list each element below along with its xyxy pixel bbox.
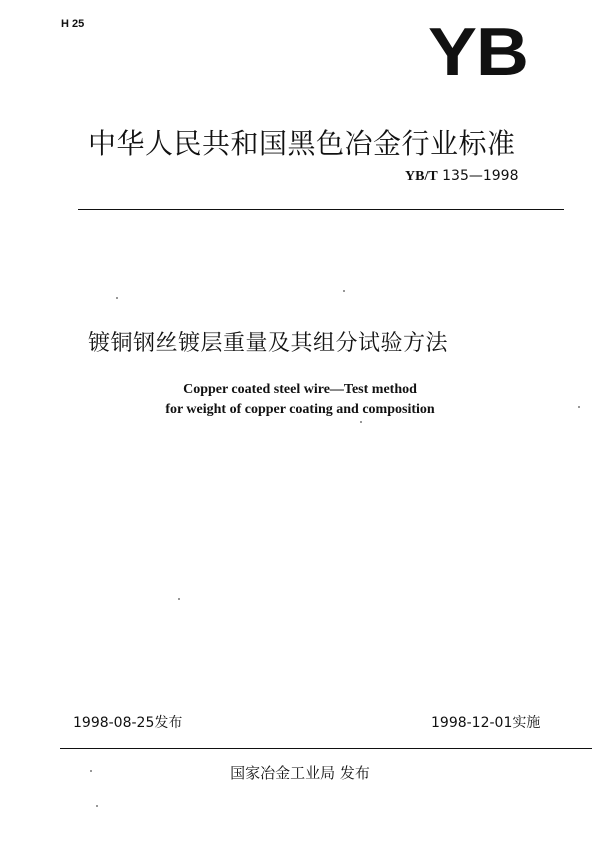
yb-standard-logo: YB <box>428 14 528 90</box>
standard-category-title: 中华人民共和国黑色冶金行业标准 <box>88 127 516 160</box>
standard-number-value: 135—1998 <box>442 168 519 184</box>
scan-speck <box>343 290 345 292</box>
document-title-english <box>0 380 600 420</box>
document-title-chinese: 镀铜钢丝镀层重量及其组分试验方法 <box>88 331 449 356</box>
header-divider <box>78 209 564 210</box>
title-english-line-2: for weight of copper coating and composition <box>165 402 435 417</box>
footer-divider <box>60 748 592 749</box>
scan-speck <box>90 770 92 772</box>
issue-date: 1998-08-25发布 <box>73 715 183 731</box>
standard-number <box>405 168 519 185</box>
scan-speck <box>116 297 118 299</box>
issuing-authority: 国家冶金工业局 发布 <box>230 764 370 782</box>
title-english-line-1: Copper coated steel wire—Test method <box>183 382 417 397</box>
implementation-date: 1998-12-01实施 <box>431 715 541 731</box>
standard-number-prefix: YB/T <box>405 169 438 184</box>
scan-speck <box>360 421 362 423</box>
scan-speck <box>578 406 580 408</box>
scan-speck <box>96 805 98 807</box>
scan-speck <box>178 598 180 600</box>
ccs-classification-code: H 25 <box>61 18 85 30</box>
